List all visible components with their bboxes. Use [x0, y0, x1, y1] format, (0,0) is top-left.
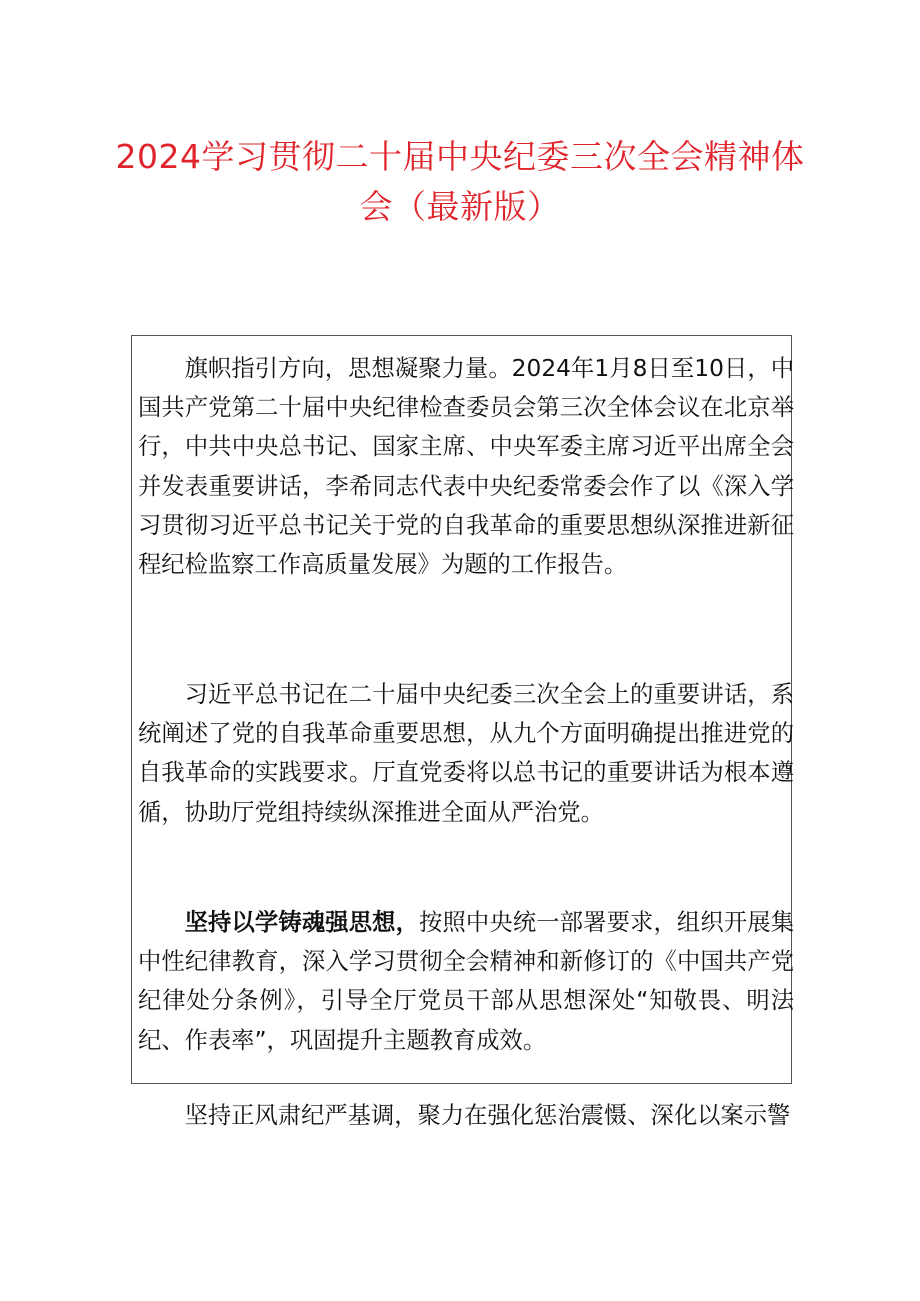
- paragraph-3: [138, 903, 794, 1060]
- paragraph-4: [138, 1096, 794, 1135]
- paragraph-2: [138, 675, 794, 832]
- paragraph-text: 坚持正风肃纪严基调，聚力在强化惩治震慑、深化以案示警: [184, 1102, 791, 1129]
- document-title: 2024学习贯彻二十届中央纪委三次全会精神体会（最新版）: [115, 137, 805, 226]
- paragraph-text: 旗帜指引方向，思想凝聚力量。2024年1月8日至10日，中国共产党第二十届中央纪律检查委员会第三次全体会议在北京举行，中共中央总书记、国家主席、中央军委主席习近平出席全会并发表重要讲话，李希同志代表中央纪委常委会作了以《深入学习贯彻习近平总书记关于党的自我革命的重要思想纵深推进新征程纪检监察工作高质量发展》为题的工作报告。: [138, 355, 794, 579]
- paragraph-lead: 坚持以学铸魂强思想，: [184, 909, 420, 936]
- paragraph-text: 按照中央统一部署要求，组织开展集中性纪律教育，深入学习贯彻全会精神和新修订的《中国共产党纪律处分条例》，引导全厅党员干部从思想深处“知敬畏、明法纪、作表率”，巩固提升主题教育成效。: [138, 909, 795, 1054]
- paragraph-text: 习近平总书记在二十届中央纪委三次全会上的重要讲话，系统阐述了党的自我革命重要思想，从九个方面明确提出推进党的自我革命的实践要求。厅直党委将以总书记的重要讲话为根本遵循，协助厅党组持续纵深推进全面从严治党。: [138, 681, 794, 826]
- paragraph-1: [138, 349, 794, 584]
